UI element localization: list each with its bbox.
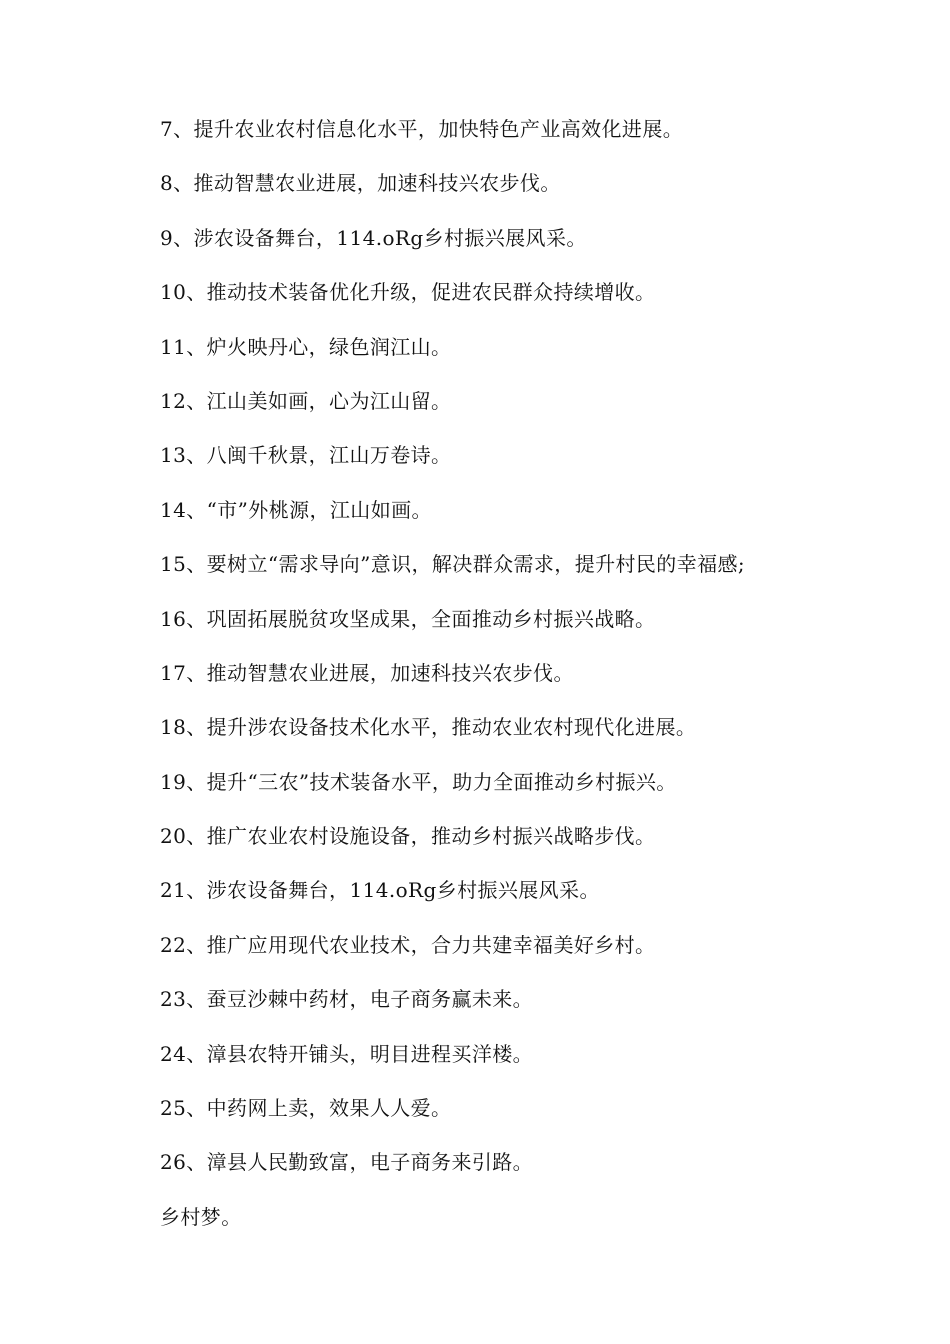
slogan-line: 18、提升涉农设备技术化水平，推动农业农村现代化进展。 (160, 715, 697, 740)
slogan-line: 14、“市”外桃源，江山如画。 (160, 497, 432, 522)
slogan-line: 20、推广农业农村设施设备，推动乡村振兴战略步伐。 (160, 824, 656, 849)
slogan-line: 9、涉农设备舞台，114.oRg乡村振兴展风采。 (160, 225, 587, 250)
slogan-line: 15、要树立“需求导向”意识，解决群众需求，提升村民的幸福感; (160, 552, 746, 577)
slogan-line: 12、江山美如画，心为江山留。 (160, 388, 452, 413)
slogan-list (160, 114, 745, 1256)
slogan-line: 13、八闽千秋景，江山万卷诗。 (160, 443, 452, 468)
closing-line: 乡村梦。 (160, 1204, 242, 1229)
slogan-line: 24、漳县农特开铺头，明目进程买洋楼。 (160, 1041, 534, 1066)
slogan-line: 10、推动技术装备优化升级，促进农民群众持续增收。 (160, 280, 656, 305)
slogan-line: 17、推动智慧农业进展，加速科技兴农步伐。 (160, 660, 574, 685)
slogan-line: 7、提升农业农村信息化水平，加快特色产业高效化进展。 (160, 117, 684, 141)
slogan-line: 8、推动智慧农业进展，加速科技兴农步伐。 (160, 171, 561, 196)
slogan-line: 22、推广应用现代农业技术，合力共建幸福美好乡村。 (160, 932, 656, 957)
slogan-line: 26、漳县人民勤致富，电子商务来引路。 (160, 1150, 534, 1175)
slogan-line: 23、蚕豆沙棘中药材，电子商务赢未来。 (160, 987, 534, 1012)
slogan-line: 25、中药网上卖，效果人人爱。 (160, 1096, 452, 1121)
slogan-line: 11、炉火映丹心，绿色润江山。 (160, 334, 452, 359)
slogan-line: 16、巩固拓展脱贫攻坚成果，全面推动乡村振兴战略。 (160, 606, 656, 631)
slogan-line: 21、涉农设备舞台，114.oRg乡村振兴展风采。 (160, 878, 600, 903)
slogan-line: 19、提升“三农”技术装备水平，助力全面推动乡村振兴。 (160, 769, 677, 794)
